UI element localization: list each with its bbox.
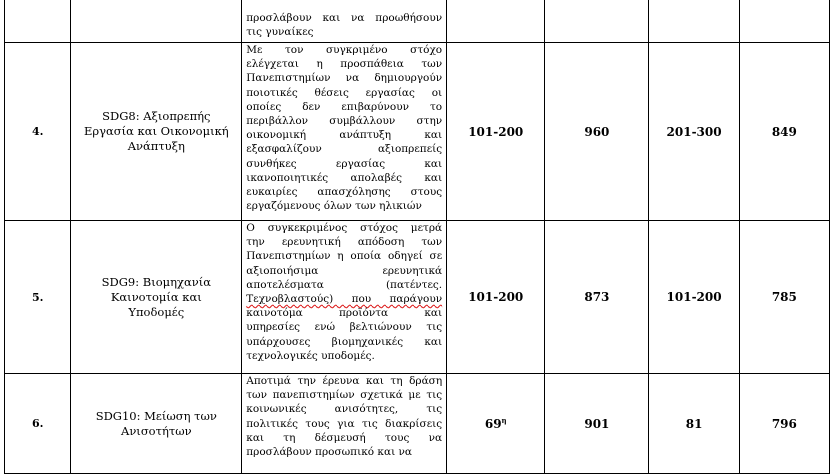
goal-line: Εργασία και Οικονομική	[83, 124, 229, 138]
description-line: Ο συγκεκριμένος στόχος μετρά	[246, 222, 443, 234]
table-row	[5, 0, 830, 43]
value-cell	[447, 374, 545, 474]
description-cell	[242, 0, 447, 43]
table-row	[5, 221, 830, 374]
description-line: προσλάβουν προσωπικό και να	[246, 446, 412, 459]
description-line: ευκαιρίες απασχόλησης στους	[246, 186, 443, 199]
table-row	[5, 374, 830, 474]
value-cell: 81	[649, 374, 739, 474]
row-number-cell: 5.	[5, 221, 71, 374]
goal-line: Υποδομές	[128, 304, 185, 319]
description-line: τεχνολογικές υποδομές.	[246, 349, 375, 362]
description-line: Πανεπιστημίων να δημιουργούν	[246, 72, 443, 85]
value-cell: 901	[545, 374, 649, 474]
description-line: την ερευνητική απόδοση των	[246, 236, 443, 249]
ordinal-suffix: η	[501, 416, 507, 425]
rank-value: 69	[484, 417, 502, 431]
value-cell	[545, 0, 649, 43]
description-line: αποτελέσματα (πατέντες.	[246, 278, 443, 291]
description-line: αξιοποιήσιμα ερευνητικά	[246, 264, 443, 277]
value-cell: 785	[739, 221, 829, 374]
description-line: εργαζόμενους όλων των ηλικιών	[246, 200, 422, 213]
description-line: Πανεπιστημίων η οποία οδηγεί σε	[246, 250, 443, 263]
goal-line: SDG9: Βιομηχανία	[101, 274, 211, 289]
goal-line: Ανάπτυξη	[127, 139, 185, 153]
goal-cell	[71, 0, 242, 43]
description-cell	[242, 374, 447, 474]
description-line: συνθήκες εργασίας και	[246, 157, 443, 170]
value-cell	[739, 0, 829, 43]
value-cell: 960	[545, 43, 649, 221]
description-line: και τη δέσμευσή τους να	[246, 431, 443, 444]
description-cell	[242, 43, 447, 221]
description-line: περιβάλλον συμβάλλουν στην	[246, 115, 443, 128]
value-cell: 101-200	[447, 43, 545, 221]
description-line: οποίες δεν επιβαρύνουν το	[246, 100, 443, 113]
description-line: κοινωνικές ανισότητες, τις	[246, 403, 443, 416]
description-line: Αποτιμά την έρευνα και τη δράση	[246, 375, 443, 387]
value-cell: 873	[545, 221, 649, 374]
value-cell: 796	[739, 374, 829, 474]
row-number-cell: 6.	[5, 374, 71, 474]
description-line: υπηρεσίες ενώ βελτιώνουν τις	[246, 321, 443, 334]
goal-cell	[71, 43, 242, 221]
row-number-cell: 4.	[5, 43, 71, 221]
goal-line: Καινοτομία και	[110, 289, 202, 304]
description-cell	[242, 221, 447, 374]
sdg-ranking-table	[4, 0, 830, 474]
table-row	[5, 43, 830, 221]
description-line: ποιοτικές θέσεις εργασίας οι	[246, 86, 443, 99]
description-line: οικονομική ανάπτυξη και	[246, 129, 443, 142]
description-line: ελέγχεται η προσπάθεια των	[246, 58, 443, 71]
value-cell	[447, 0, 545, 43]
goal-cell	[71, 221, 242, 374]
description-line: των πανεπιστημίων σχετικά με τις	[246, 389, 443, 402]
goal-cell	[71, 374, 242, 474]
description-line: Με τον συγκριμένο στόχο	[246, 44, 443, 56]
goal-line: Ανισοτήτων	[121, 423, 192, 438]
value-cell: 201-300	[649, 43, 739, 221]
description-line-spellcheck: Τεχνοβλαστούς) που παράγουν	[246, 293, 443, 306]
description-line: εξασφαλίζουν αξιοπρεπείς	[246, 143, 443, 156]
goal-line: SDG8: Αξιοπρεπής	[102, 109, 211, 123]
description-line: προσλάβουν και να προωθήσουν	[246, 12, 443, 24]
value-cell: 849	[739, 43, 829, 221]
description-line: καινοτόμα προϊόντα και	[246, 307, 443, 320]
value-cell: 101-200	[447, 221, 545, 374]
description-line: ικανοποιητικές απολαβές και	[246, 171, 443, 184]
value-cell	[649, 0, 739, 43]
goal-line: SDG10: Μείωση των	[95, 408, 217, 423]
row-number-cell	[5, 0, 71, 43]
value-cell: 101-200	[649, 221, 739, 374]
description-line: υπάρχουσες βιομηχανικές και	[246, 335, 443, 348]
description-line: πολιτικές τους για τις διακρίσεις	[246, 417, 443, 430]
description-line: τις γυναίκες	[246, 26, 314, 39]
